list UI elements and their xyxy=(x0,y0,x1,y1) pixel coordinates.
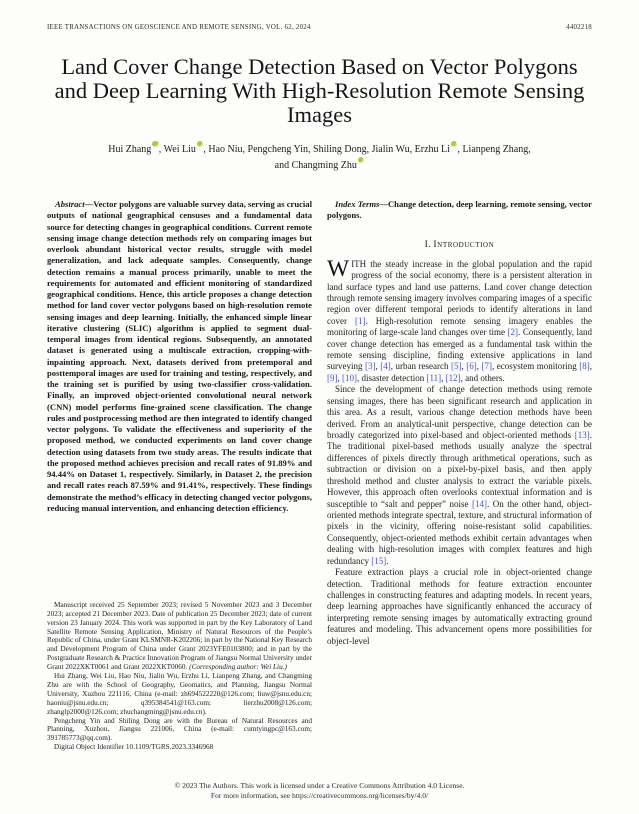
citation-link[interactable]: [2] xyxy=(507,327,519,338)
author-name: Hui Zhang xyxy=(108,143,152,155)
citation-link[interactable]: [11] xyxy=(426,372,442,383)
citation-link[interactable]: [1] xyxy=(354,315,366,326)
body-text: ITH the steady increase in the global population and the rapid progress of the social economy, there is a persistent alteration in land surface types and land use patterns. Land cover change detection through remote sensing imagery involves comparing images of a specific region over different temporal periods to identify alterations in land cover xyxy=(327,258,592,326)
orcid-icon[interactable] xyxy=(197,141,204,148)
body-text: Since the development of change detection methods using remote sensing images, there has been significant research and application in this area. As a result, various change detection methods have been derived. From an analytical-unit perspective, change detection can be broadly categorized into pixel-based and object-oriented methods xyxy=(327,384,592,441)
body-text: , xyxy=(589,361,592,372)
affiliation-note: Hui Zhang, Wei Liu, Hao Niu, Jialin Wu, Erzhu Li, Lianpeng Zhang, and Changming Zhu are with the School of Geography, Geomatics, and Planning, Jiangsu Normal University, Xuzhou 221116, China (e-mail: zh694522220@126.com; liuw@jsnu.edu.cn; haoniu@jsnu.edu.cn; q395384541@163.com; lierzhu2008@126.com; zhanglp2000@126.com; zhuchangming@jsnu.edu.cn). xyxy=(47,672,312,716)
abstract xyxy=(47,199,312,514)
body-text: . On the other hand, object-oriented methods integrate spectral, texture, and structural information of pixels in the vicinity, offering noise-resistant solid capabilities. Consequently, object-oriented methods exhibit certain advantages when dealing with high-resolution images with complex features and high redundancy xyxy=(327,498,592,566)
author-name: Lianpeng Zhang xyxy=(462,143,529,155)
corresponding-author-note: (Corresponding author: Wei Liu.) xyxy=(189,663,287,672)
body-text: , xyxy=(461,361,467,372)
body-text: , xyxy=(441,372,446,383)
abstract-lead: Abstract— xyxy=(55,199,94,210)
intro-paragraph-1-text xyxy=(327,255,592,383)
body-text: , and others. xyxy=(460,372,505,383)
orcid-icon[interactable] xyxy=(152,141,159,148)
index-terms xyxy=(327,199,592,222)
license-footer xyxy=(0,781,639,802)
license-line-2[interactable]: For more information, see https://creativecommons.org/licenses/by/4.0/ xyxy=(210,791,429,801)
citation-link[interactable]: [15] xyxy=(371,555,387,566)
running-head xyxy=(47,24,592,31)
intro-paragraph-1 xyxy=(327,255,592,385)
author-name: Pengcheng Yin xyxy=(247,143,309,155)
article-id: 4402218 xyxy=(566,24,592,31)
citation-link[interactable]: [7] xyxy=(481,361,493,372)
section-heading-introduction xyxy=(327,239,592,250)
citation-link[interactable]: [8] xyxy=(579,361,590,372)
page-title: Land Cover Change Detection Based on Vector Polygons and Deep Learning With High-Resolution Remote Sensing Images xyxy=(54,54,585,127)
first-page-footnotes xyxy=(47,601,312,752)
body-text: , xyxy=(375,361,381,372)
left-column xyxy=(47,199,312,752)
body-text: Feature extraction plays a crucial role in object-oriented change detection. Traditional methods for feature extraction encounter challenges in constructing features and adapting models. In recent years, deep learning approaches have significantly enhanced the accuracy of interpreting remote sensing images by automatically extracting ground features and modeling. This advancement opens more possibilities for object-level xyxy=(327,567,592,646)
author-name: Erzhu Li xyxy=(414,143,450,155)
orcid-icon[interactable] xyxy=(358,157,365,164)
author-name: Shiling Dong xyxy=(313,143,367,155)
citation-link[interactable]: [13] xyxy=(574,430,590,441)
intro-paragraph-3 xyxy=(327,567,592,647)
body-text: . The traditional pixel-based methods usually analyze the spectral differences of pixels directly through arithmetical operations, such as subtraction or division on a pixel-by-pixel basis, and then apply threshold method and cluster analysis to extract the variable pixels. However, this approach often overlooks contextual information and is susceptible to “salt and pepper” noise xyxy=(327,430,592,509)
section-number: I. xyxy=(424,238,431,250)
author-name: Hao Niu xyxy=(208,143,243,155)
citation-link[interactable]: [5] xyxy=(451,361,462,372)
author-line: Hui Zhang , Wei Liu , Hao Niu, Pengcheng Yin, Shiling Dong, Jialin Wu, Erzhu Li , Lianpeng Zhang, and Changming Zhu xyxy=(47,141,592,174)
abstract-text: Vector polygons are valuable survey data, serving as crucial outputs of national geographical censuses and a fundamental data source for detecting changes in geographical conditions. Current remote sensing image change detection methods rely on comparing images but overlook abundant historical vector results, struggle with model generalization, and lack adequate samples. Consequently, change detection remains a manual process primarily, unable to meet the requirements for automated and efficient monitoring of standardized geographical conditions. Hence, this article proposes a change detection method for land cover vector polygons based on high-resolution remote sensing images and deep learning. Initially, the enhanced simple linear iterative clustering (SLIC) algorithm is applied to segment dual-temporal images from identical regions. Subsequently, an annotated dataset is generated using a multiscale extraction, cropping-with-inpainting approach. Next, datasets derived from pretemporal and posttemporal images are used for training and testing, respectively, and the training set is purified by using two-classifier cross-validation. Finally, an improved object-oriented convolutional neural network (CNN) model performs fine-grained scene classification. The change rules and postprocessing method are then integrated to identify changed vector polygons. To validate the effectiveness and superiority of the proposed method, we conducted experiments on land cover change detection using datasets from two study areas. The results indicate that the proposed method achieves precision and recall rates of 91.89% and 94.44% on Dataset 1, respectively. Similarly, in Dataset 2, the precision and recall rates reach 87.59% and 91.41%, respectively. These findings demonstrate the method’s efficacy in detecting changed vector polygons, reducing manual intervention, and enhancing detection efficiency. xyxy=(47,199,312,513)
index-terms-lead: Index Terms— xyxy=(335,199,388,210)
intro-paragraph-2 xyxy=(327,384,592,567)
drop-cap: W xyxy=(327,255,350,282)
doi-line: Digital Object Identifier 10.1109/TGRS.2023.3346968 xyxy=(54,743,214,752)
citation-link[interactable]: [4] xyxy=(380,361,391,372)
body-text: , urban research xyxy=(390,361,451,372)
citation-link[interactable]: [6] xyxy=(466,361,477,372)
citation-link[interactable]: [3] xyxy=(365,361,376,372)
section-title: Introduction xyxy=(433,238,495,250)
body-text: , xyxy=(337,372,342,383)
two-column-body xyxy=(47,199,592,752)
citation-link[interactable]: [10] xyxy=(342,372,357,383)
citation-link[interactable]: [12] xyxy=(445,372,461,383)
right-column xyxy=(327,199,592,752)
author-name: Changming Zhu xyxy=(291,159,357,171)
body-text: . Consequently, land cover change detection has emerged as a fundamental task within the remote sensing discipline, finding extensive applications in land surveying xyxy=(327,327,592,372)
orcid-icon[interactable] xyxy=(451,141,458,148)
body-text: , xyxy=(476,361,482,372)
license-line-1: © 2023 The Authors. This work is licensed under a Creative Commons Attribution 4.0 License. xyxy=(174,780,465,790)
body-text: , disaster detection xyxy=(357,372,427,383)
body-text: . High-resolution remote sensing imagery enables the monitoring of large-scale land changes over time xyxy=(327,315,592,338)
body-text: . xyxy=(386,555,389,566)
body-text: , ecosystem monitoring xyxy=(492,361,580,372)
manuscript-history: Manuscript received 25 September 2023; revised 5 November 2023 and 3 December 2023; accepted 21 December 2023. Date of publication 25 December 2023; date of current version 23 January 2024. This work was supported in part by the Key Laboratory of Land Satellite Remote Sensing Application, Ministry of Natural Resources of the People’s Republic of China, under Grant KLSMNR-K202206; in part by the National Key Research and Development Program of China under Grant 2023YFE0103800; and in part by the Postgraduate Research & Practice Innovation Program of Jiangsu Normal University under Grant 2022XKT0061 and Grant 2022XKT0060. (Corresponding author: Wei Liu.) xyxy=(47,600,312,672)
author-name: Wei Liu xyxy=(163,143,196,155)
affiliation-note: Pengcheng Yin and Shiling Dong are with the Bureau of Natural Resources and Planning, Xuzhou, Jiangsu 221006, China (e-mail: cumtyingpc@163.com; 391785773@qq.com). xyxy=(47,716,312,743)
citation-link[interactable]: [9] xyxy=(327,372,338,383)
author-name: Jialin Wu xyxy=(371,143,410,155)
citation-link[interactable]: [14] xyxy=(472,498,487,509)
journal-name: IEEE TRANSACTIONS ON GEOSCIENCE AND REMOTE SENSING, VOL. 62, 2024 xyxy=(47,24,311,31)
index-terms-text: Change detection, deep learning, remote sensing, vector polygons. xyxy=(327,199,592,221)
